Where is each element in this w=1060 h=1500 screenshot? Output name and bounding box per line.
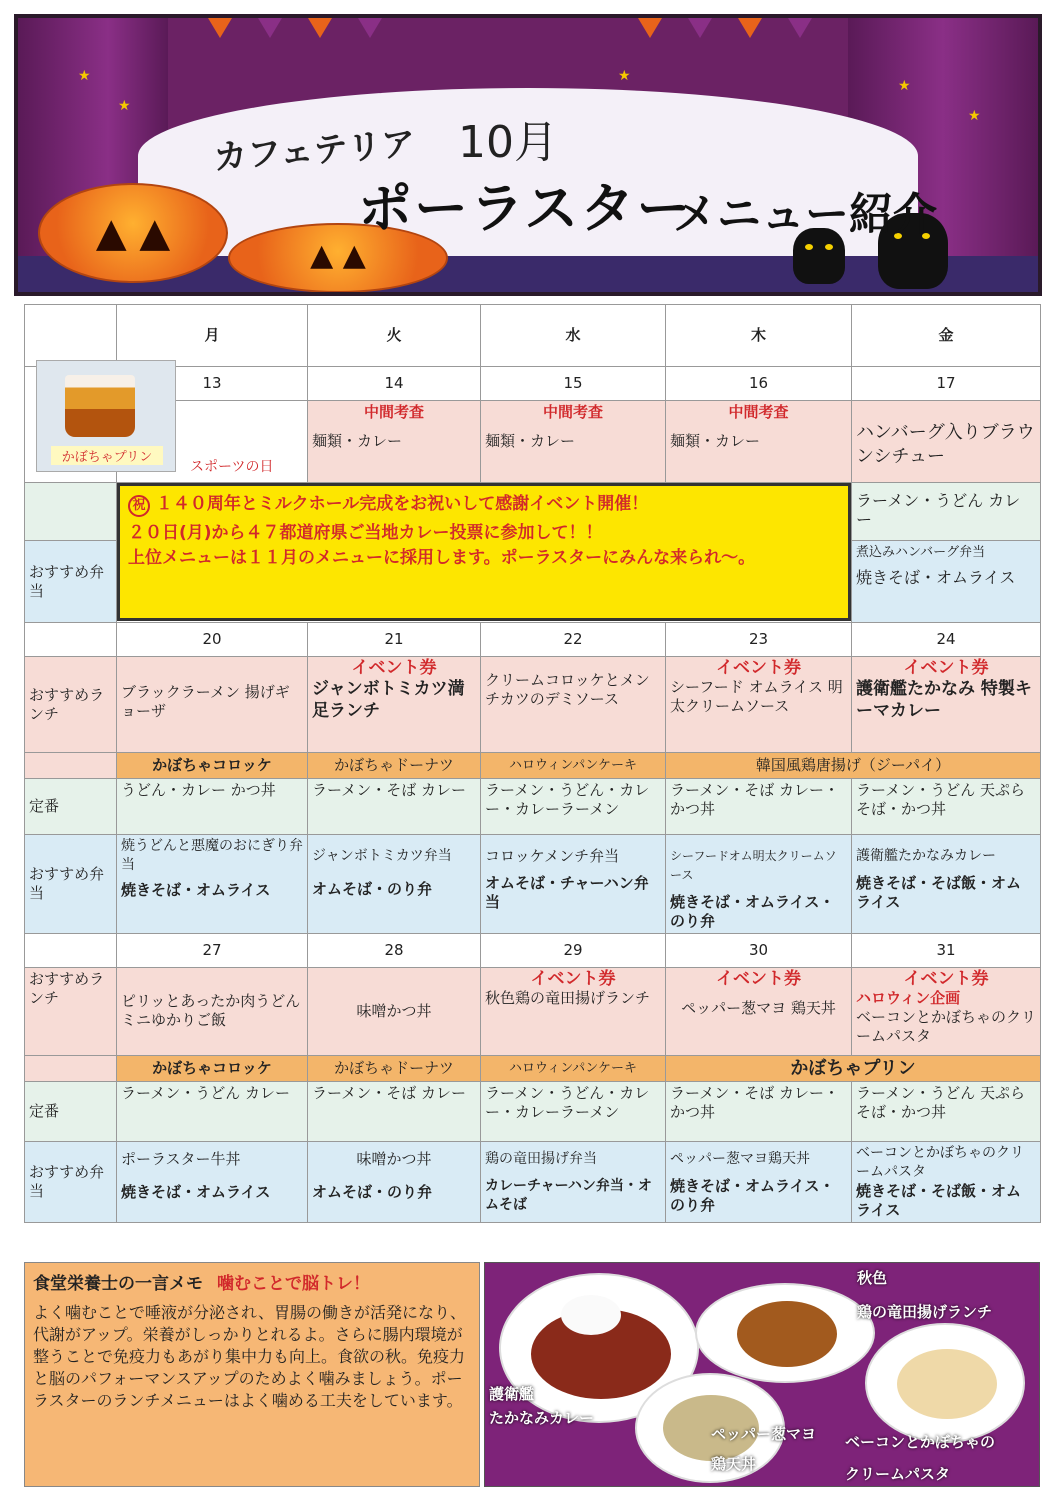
celebration-icon: 祝 xyxy=(128,495,150,517)
jack-o-lantern-icon: ▲ ▲ xyxy=(228,223,448,293)
label-lunch: おすすめランチ xyxy=(25,968,117,1056)
menu-text: 煮込みハンバーグ弁当 xyxy=(856,545,986,560)
menu-cell xyxy=(852,657,1041,753)
menu-text: 焼きそば・そば飯・オムライス xyxy=(856,874,1022,911)
menu-text: 味噌かつ丼 xyxy=(308,968,481,1056)
label-bento: おすすめ弁当 xyxy=(25,1142,117,1223)
memo-highlight: 噛むことで脳トレ！ xyxy=(217,1274,370,1294)
memo-title: 食堂栄養士の一言メモ xyxy=(33,1274,203,1294)
blank-cell xyxy=(25,753,117,779)
photo-caption: 秋色 xyxy=(857,1269,888,1287)
special-menu: 韓国風鶏唐揚げ（ジーパイ） xyxy=(666,753,1041,779)
menu-cell xyxy=(117,835,308,934)
special-menu: ハロウィンパンケーキ xyxy=(481,753,666,779)
special-menu: かぼちゃコロッケ xyxy=(117,753,308,779)
event-notice xyxy=(117,483,851,621)
menu-cell xyxy=(666,835,852,934)
photo-caption: たかなみカレー xyxy=(489,1409,595,1427)
menu-text: ラーメン・そば カレー・かつ丼 xyxy=(666,1082,852,1142)
bunting-flag-icon xyxy=(258,18,282,38)
bunting-flag-icon xyxy=(308,18,332,38)
header-banner xyxy=(14,14,1042,296)
event-ticket: イベント券 xyxy=(530,969,616,989)
menu-text: 焼うどんと悪魔のおにぎり弁当 xyxy=(121,838,303,873)
bunting-flag-icon xyxy=(638,18,662,38)
pasta-plate-photo xyxy=(865,1323,1025,1443)
menu-text: ピリッとあったか肉うどん ミニゆかりご飯 xyxy=(117,968,308,1056)
menu-text: オムそば・チャーハン弁当 xyxy=(485,874,649,911)
menu-cell xyxy=(308,657,481,753)
photo-caption: ベーコンとかぼちゃの xyxy=(845,1433,996,1451)
menu-cell xyxy=(481,835,666,934)
label-lunch: おすすめランチ xyxy=(25,657,117,753)
menu-text: ペッパー葱マヨ鶏天丼 xyxy=(670,1151,810,1167)
pudding-caption: かぼちゃプリン xyxy=(51,446,163,465)
menu-text: ラーメン・うどん カレー xyxy=(117,1082,308,1142)
notice-line: 上位メニューは１１月のメニューに採用します。ポーラスターにみんな来られ〜。 xyxy=(128,548,756,568)
date: 30 xyxy=(666,934,852,968)
menu-text: 味噌かつ丼 xyxy=(356,1150,432,1168)
menu-text: ポーラスター牛丼 xyxy=(121,1150,241,1168)
date: 29 xyxy=(481,934,666,968)
menu-cell xyxy=(852,541,1041,623)
menu-text: ブラックラーメン 揚げギョーザ xyxy=(117,657,308,753)
label-standard: 定番 xyxy=(25,779,117,835)
bunting-flag-icon xyxy=(358,18,382,38)
special-menu: かぼちゃドーナツ xyxy=(308,753,481,779)
menu-text: ラーメン・そば カレー・かつ丼 xyxy=(666,779,852,835)
star-icon: ★ xyxy=(618,68,631,84)
photo-caption: クリームパスタ xyxy=(845,1465,951,1483)
memo-text: よく噛むことで唾液が分泌され、胃腸の働きが活発になり、代謝がアップ。栄養がしっかりとれるよ。さらに腸内環境が整うことで免疫力もあがり集中力も向上。食欲の秋。免疫力と脳のパフォーマンスアップのためよく噛みましょう。ポーラスターのランチメニューはよく噛める工夫をしています。 xyxy=(33,1303,466,1410)
menu-text: ラーメン・うどん 天ぷらそば・かつ丼 xyxy=(852,1082,1041,1142)
menu-text: 麺類・カレー xyxy=(670,432,761,450)
day-thu: 木 xyxy=(666,305,852,367)
menu-text: カレーチャーハン弁当・オムそば xyxy=(485,1178,652,1213)
date: 13 xyxy=(117,367,308,401)
menu-text: 焼きそば・オムライス xyxy=(856,568,1016,587)
menu-text: ジャンボトミカツ弁当 xyxy=(312,848,452,864)
menu-text: 護衛艦たかなみカレー xyxy=(856,848,996,864)
bunting-flag-icon xyxy=(788,18,812,38)
day-mon: 月 xyxy=(117,305,308,367)
menu-text: ラーメン・うどん・カレー・カレーラーメン xyxy=(481,779,666,835)
special-menu: ハロウィンパンケーキ xyxy=(481,1056,666,1082)
notice-line: １４０周年とミルクホール完成をお祝いして感謝イベント開催！ xyxy=(155,494,649,514)
date: 22 xyxy=(481,623,666,657)
date: 28 xyxy=(308,934,481,968)
memo-header xyxy=(33,1269,471,1294)
menu-text: シーフード オムライス 明太クリームソース xyxy=(670,678,843,715)
date: 16 xyxy=(666,367,852,401)
event-ticket: イベント券 xyxy=(716,658,801,678)
menu-cell xyxy=(308,401,481,483)
menu-cell xyxy=(308,835,481,934)
exam-label: 中間考査 xyxy=(728,403,789,421)
banner-month: 10月 xyxy=(458,117,558,168)
corner-cell xyxy=(25,305,117,367)
menu-text: 鶏の竜田揚げ弁当 xyxy=(485,1151,597,1167)
banner-name: ポーラスター xyxy=(358,177,693,240)
date: 14 xyxy=(308,367,481,401)
menu-text: ラーメン・うどん 天ぷらそば・かつ丼 xyxy=(852,779,1041,835)
photo-caption: 護衛艦 xyxy=(489,1385,535,1403)
banner-menu-title: メニュー紹介 xyxy=(673,189,937,240)
exam-label: 中間考査 xyxy=(542,403,603,421)
blank-cell xyxy=(25,934,117,968)
label-bento: おすすめ弁当 xyxy=(25,835,117,934)
date: 21 xyxy=(308,623,481,657)
star-icon: ★ xyxy=(968,108,981,124)
banner-cafeteria: カフェテリア xyxy=(212,123,417,178)
menu-cell xyxy=(852,1142,1041,1223)
menu-text: 護衛艦たかなみ 特製キーマカレー xyxy=(856,679,1032,721)
photo-caption: ペッパー葱マヨ xyxy=(711,1425,817,1443)
notice-line: ２０日(月)から４７都道府県ご当地カレー投票に参加して！！ xyxy=(128,523,603,543)
blank-cell xyxy=(25,623,117,657)
notice-cell xyxy=(117,483,852,623)
day-tue: 火 xyxy=(308,305,481,367)
label-cell xyxy=(25,483,117,541)
menu-text: 焼きそば・オムライス・のり弁 xyxy=(670,1177,835,1214)
menu-cell xyxy=(481,968,666,1056)
menu-cell xyxy=(308,1142,481,1223)
special-menu: かぼちゃドーナツ xyxy=(308,1056,481,1082)
menu-text: 麺類・カレー xyxy=(312,432,403,450)
exam-label: 中間考査 xyxy=(363,403,424,421)
star-icon: ★ xyxy=(118,98,131,114)
menu-cell xyxy=(666,401,852,483)
menu-cell xyxy=(481,401,666,483)
fried-chicken-plate-photo xyxy=(695,1283,875,1383)
menu-text: 焼きそば・オムライス xyxy=(121,1183,271,1201)
holiday-label: スポーツの日 xyxy=(190,459,274,475)
menu-text: ペッパー葱マヨ 鶏天丼 xyxy=(681,999,836,1017)
special-menu: かぼちゃコロッケ xyxy=(117,1056,308,1082)
menu-text: ジャンボトミカツ満足ランチ xyxy=(312,679,465,721)
menu-text: ラーメン・うどん・カレー・カレーラーメン xyxy=(481,1082,666,1142)
food-photo-panel xyxy=(484,1262,1040,1487)
star-icon: ★ xyxy=(78,68,91,84)
halloween-label: ハロウィン企画 xyxy=(856,989,961,1007)
menu-cell xyxy=(666,1142,852,1223)
menu-text: 焼きそば・そば飯・オムライス xyxy=(856,1182,1022,1219)
jack-o-lantern-icon: ▲ ▲ xyxy=(38,183,228,283)
day-fri: 金 xyxy=(852,305,1041,367)
event-ticket: イベント券 xyxy=(716,969,801,989)
photo-caption: 鶏の竜田揚げランチ xyxy=(857,1303,993,1321)
bunting-flag-icon xyxy=(688,18,712,38)
special-menu: かぼちゃプリン xyxy=(666,1056,1041,1082)
menu-cell xyxy=(852,968,1041,1056)
label-bento: おすすめ弁当 xyxy=(25,541,117,623)
pumpkin-pudding-photo xyxy=(36,360,176,472)
label-standard: 定番 xyxy=(25,1082,117,1142)
pudding-cup-icon xyxy=(65,375,135,437)
menu-cell xyxy=(666,968,852,1056)
menu-text: オムそば・のり弁 xyxy=(312,880,433,898)
menu-text: ラーメン・そば カレー xyxy=(308,1082,481,1142)
bunting-flag-icon xyxy=(738,18,762,38)
date: 23 xyxy=(666,623,852,657)
menu-text: クリームコロッケとメンチカツのデミソース xyxy=(481,657,666,753)
day-wed: 水 xyxy=(481,305,666,367)
date: 27 xyxy=(117,934,308,968)
menu-cell xyxy=(117,1142,308,1223)
menu-text: 麺類・カレー xyxy=(485,432,576,450)
event-ticket: イベント券 xyxy=(351,658,437,678)
menu-text: ラーメン・うどん カレー xyxy=(852,483,1041,541)
menu-text: 焼きそば・オムライス・のり弁 xyxy=(670,893,835,930)
menu-text: オムそば・のり弁 xyxy=(312,1183,433,1201)
date: 24 xyxy=(852,623,1041,657)
date: 15 xyxy=(481,367,666,401)
menu-text: 焼きそば・オムライス xyxy=(121,881,271,899)
menu-text: うどん・カレー かつ丼 xyxy=(117,779,308,835)
menu-text: コロッケメンチ弁当 xyxy=(485,847,620,865)
star-icon: ★ xyxy=(898,78,911,94)
menu-text: シーフードオム明太クリームソース xyxy=(670,849,837,882)
date: 20 xyxy=(117,623,308,657)
event-ticket: イベント券 xyxy=(903,969,989,989)
menu-cell xyxy=(852,835,1041,934)
menu-text: ハンバーグ入りブラウンシチュー xyxy=(852,401,1041,483)
photo-caption: 鶏天丼 xyxy=(711,1455,757,1473)
date: 31 xyxy=(852,934,1041,968)
menu-text: ベーコンとかぼちゃのクリームパスタ xyxy=(856,1145,1024,1180)
date: 17 xyxy=(852,367,1041,401)
menu-cell xyxy=(481,1142,666,1223)
nutritionist-memo xyxy=(24,1262,480,1487)
menu-cell xyxy=(666,657,852,753)
blank-cell xyxy=(25,1056,117,1082)
bunting-flag-icon xyxy=(208,18,232,38)
event-ticket: イベント券 xyxy=(903,658,989,678)
menu-text: ベーコンとかぼちゃのクリームパスタ xyxy=(856,1008,1037,1045)
menu-calendar xyxy=(24,304,1041,1223)
menu-text: ラーメン・そば カレー xyxy=(308,779,481,835)
menu-text: 秋色鶏の竜田揚げランチ xyxy=(485,989,651,1007)
